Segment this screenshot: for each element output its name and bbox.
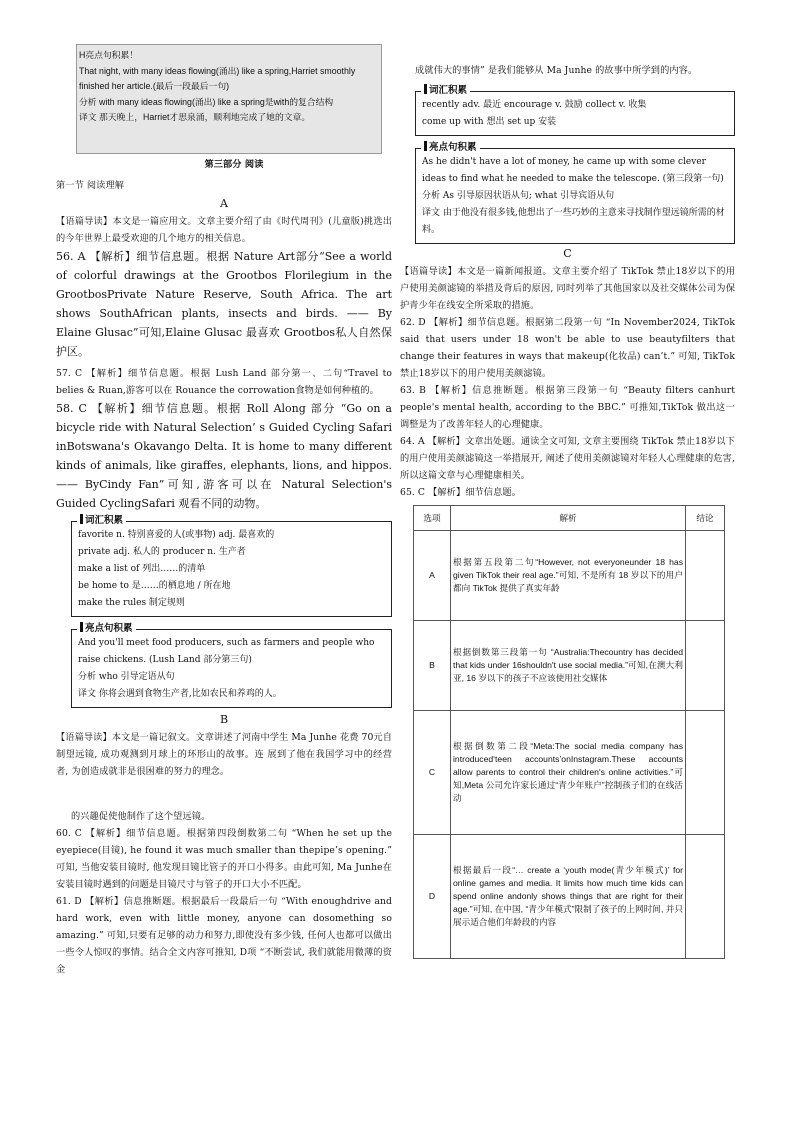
- passage-b-intro: 【语篇导读】本文是一篇记叙文。文章讲述了河南中学生 Ma Junhe 花费 70元自制望远镜, 成功观测到月球上的环形山的故事。连 展到了他在我国学习中的经营者, 为创造成就非是很困难的努力的理念。: [56, 732, 392, 777]
- vocab-box-a: [71, 515, 392, 617]
- shaded-line-3: 译文 那天晚上，Harriet才思泉涌，顺利地完成了她的文章。: [79, 112, 311, 122]
- table-header: 结论: [686, 506, 725, 531]
- table-cell-result: [686, 835, 725, 959]
- answer-56: 56. A 【解析】细节信息题。根据 Nature Art部分“See a world of colorful drawings at the Grootbos Florilegium in the GrootbosPrivate Nature Reserve, South Africa. The art shows SouthAfrican plants, insects and birds. —— By Elaine Glusac”可知,Elaine Glusac 最喜欢 Grootbos私人自然保护区。: [56, 250, 392, 358]
- passage-b-letter: B: [219, 713, 229, 726]
- passage-b-continued: 的兴趣促使他制作了这个望远镜。: [71, 811, 211, 822]
- table-cell-result: [686, 711, 725, 835]
- sentence-line: 分析 who 引导定语从句: [78, 672, 175, 682]
- vocab-box-b-title: 词汇积累: [429, 85, 468, 96]
- sentence-line: As he didn't have a lot of money, he came up with some clever ideas to find what he needed to make the telescope. (第三段第一句): [422, 157, 724, 184]
- vocab-line: be home to 是……的栖息地 / 所在地: [78, 581, 231, 591]
- sentence-line: 译文 由于他没有很多钱,他想出了一些巧妙的主意来寻找制作望远镜所需的材料。: [422, 208, 725, 235]
- vocab-line: make a list of 列出……的清单: [78, 564, 206, 574]
- answer-table: [413, 505, 725, 959]
- passage-a-letter: A: [220, 197, 228, 210]
- answer-64: 64. A 【解析】文章出处题。通读全文可知, 文章主要围绕 TikTok 禁止18岁以下的用户使用美颜滤镜这一举措展开, 阐述了使用美颜滤镜对年轻人心理健康的危害, 所以这篇文章与心理健康相关。: [400, 436, 735, 481]
- sentence-box-b-title: 亮点句积累: [429, 142, 477, 153]
- table-cell-option: A: [414, 531, 451, 621]
- sentence-line: 分析 As 引导原因状语从句; what 引导宾语从句: [422, 191, 615, 201]
- vocab-box-a-title: 词汇积累: [85, 515, 124, 526]
- vocab-line: recently adv. 最近 encourage v. 鼓励 collect v. 收集: [422, 100, 647, 110]
- shaded-sentence-box: [76, 44, 382, 154]
- answer-58: 58. C 【解析】细节信息题。根据 Roll Along 部分 “Go on a bicycle ride with Natural Selection’ s Guided Cycling Safari inBotswana's Okavango Delta. It is home to many different kinds of animals, like giraffes, elephants, lions, and hippos. —— ByCindy Fan”可知,游客可以在 Natural Selection's Guided CyclingSafari 观看不同的动物。: [56, 402, 392, 510]
- vocab-line: come up with 想出 set up 安装: [422, 117, 557, 127]
- table-row: [414, 621, 725, 711]
- table-header: 解析: [451, 506, 686, 531]
- sentence-line: And you'll meet food producers, such as farmers and people who raise chickens. (Lush Land 部分第三句): [78, 638, 375, 665]
- table-row: [414, 711, 725, 835]
- sentence-box-a-title: 亮点句积累: [85, 623, 133, 634]
- right-column: [400, 62, 735, 959]
- answer-61-continued: 成就伟大的事情” 是我们能够从 Ma Junhe 的故事中所学到的内容。: [415, 65, 698, 76]
- table-cell-result: [686, 531, 725, 621]
- shaded-line-2: 分析 with many ideas flowing(涌出) like a spring是with的复合结构: [79, 96, 334, 107]
- table-header: 选项: [414, 506, 451, 531]
- answer-65: 65. C 【解析】细节信息题。: [400, 487, 521, 498]
- answer-62: 62. D 【解析】细节信息题。根据第二段第一句 “In November2024, TikTok said that users under 18 won't be able to use beautyfilters that change their features in ways that makeup(化妆品) can’t.” 可知, TikTok禁止18岁以下的用户使用美颜滤镜。: [400, 317, 735, 379]
- sentence-box-a: [71, 623, 392, 708]
- part-title: 第三部分 阅读: [204, 159, 264, 170]
- table-cell-text: 根据第五段第二句“However, not everyoneunder 18 has given TikTok their real age.”可知, 不是所有 18 岁以下的用户都向 TikTok 提供了真实年龄: [451, 531, 686, 621]
- table-cell-text: 根据倒数第三段第一句 “Australia:Thecountry has decided that kids under 16shouldn't use social media.”可知,在澳大利亚, 16 岁以下的孩子不应该使用社交媒体: [451, 621, 686, 711]
- shaded-line-1: That night, with many ideas flowing(涌出) like a spring,Harriet smoothly finished her article.(最后一段最后一句): [79, 65, 356, 91]
- vocab-line: private adj. 私人的 producer n. 生产者: [78, 547, 246, 557]
- passage-c-intro: 【语篇导读】本文是一篇新闻报道。文章主要介绍了 TikTok 禁止18岁以下的用户使用美颜滤镜的举措及背后的原因, 同时列举了其他国家以及社交媒体公司为保护青少年在线安全所采取的措施。: [400, 266, 735, 311]
- table-cell-option: D: [414, 835, 451, 959]
- table-cell-option: C: [414, 711, 451, 835]
- vocab-line: make the rules 制定规则: [78, 598, 185, 608]
- answer-60: 60. C 【解析】细节信息题。根据第四段倒数第二句 “When he set up the eyepiece(目镜), he found it was much smaller than thepipe’s opening.” 可知, 当他安装目镜时, 他发现目镜比管子的开口小得多。由此可知, Ma Junhe在安装目镜时遇到的问题是目镜尺寸与管子的开口大小不匹配。: [56, 828, 392, 890]
- passage-a-intro: 【语篇导读】本文是一篇应用文。文章主要介绍了由《时代周刊》(儿童版)挑选出的今年世界上最受欢迎的几个地方的相关信息。: [56, 216, 392, 244]
- answer-61: 61. D 【解析】信息推断题。根据最后一段最后一句 “With enoughdrive and hard work, even with little money, anyone can dosomething so amazing.” 可知,只要有足够的动力和努力,即使没有多少钱, 任何人也都可以做出一些令人惊叹的事情。结合全文内容可推知, D项 “不断尝试, 我们就能用微薄的资金: [56, 896, 392, 975]
- table-cell-text: 根据倒数第二段“Meta:The social media company has introduced‘teen accounts’onInstagram.These accounts allow parents to control their children's online activities.”可知,Meta 公司允许家长通过“青少年账户”控制孩子们的在线活动: [451, 711, 686, 835]
- left-column: [56, 156, 392, 978]
- table-cell-option: B: [414, 621, 451, 711]
- vocab-line: favorite n. 特别喜爱的人(或事物) adj. 最喜欢的: [78, 530, 275, 540]
- table-header-row: [414, 506, 725, 531]
- table-cell-result: [686, 621, 725, 711]
- answer-63: 63. B 【解析】信息推断题。根据第三段第一句 “Beauty filters canhurt people's mental health, according to the BBC.” 可推知,TikTok 做出这一调整是为了改善年轻人的心理健康。: [400, 385, 735, 430]
- table-cell-text: 根据最后一段“… create a ‘youth mode(青少年模式)’ for online games and media. It limits how much time kids can spend online andonly shows things that are right for their age.”可知, 在中国, “青少年模式”限制了孩子的上网时间, 并只展示适合他们年龄段的内容: [451, 835, 686, 959]
- table-row: [414, 531, 725, 621]
- sentence-line: 译文 你将会遇到食物生产者,比如农民和养鸡的人。: [78, 689, 282, 699]
- table-row: [414, 835, 725, 959]
- vocab-box-b: [415, 85, 735, 136]
- shaded-heading: H亮点句积累！: [79, 50, 139, 60]
- passage-c-letter: C: [563, 247, 572, 260]
- sentence-box-b: [415, 142, 735, 244]
- section-title: 第一节 阅读理解: [56, 180, 125, 191]
- answer-57: 57. C 【解析】细节信息题。根据 Lush Land 部分第一、二句“Travel to belies & Ruan,游客可以在 Rouance the corrowation食物是如何种植的。: [56, 368, 392, 396]
